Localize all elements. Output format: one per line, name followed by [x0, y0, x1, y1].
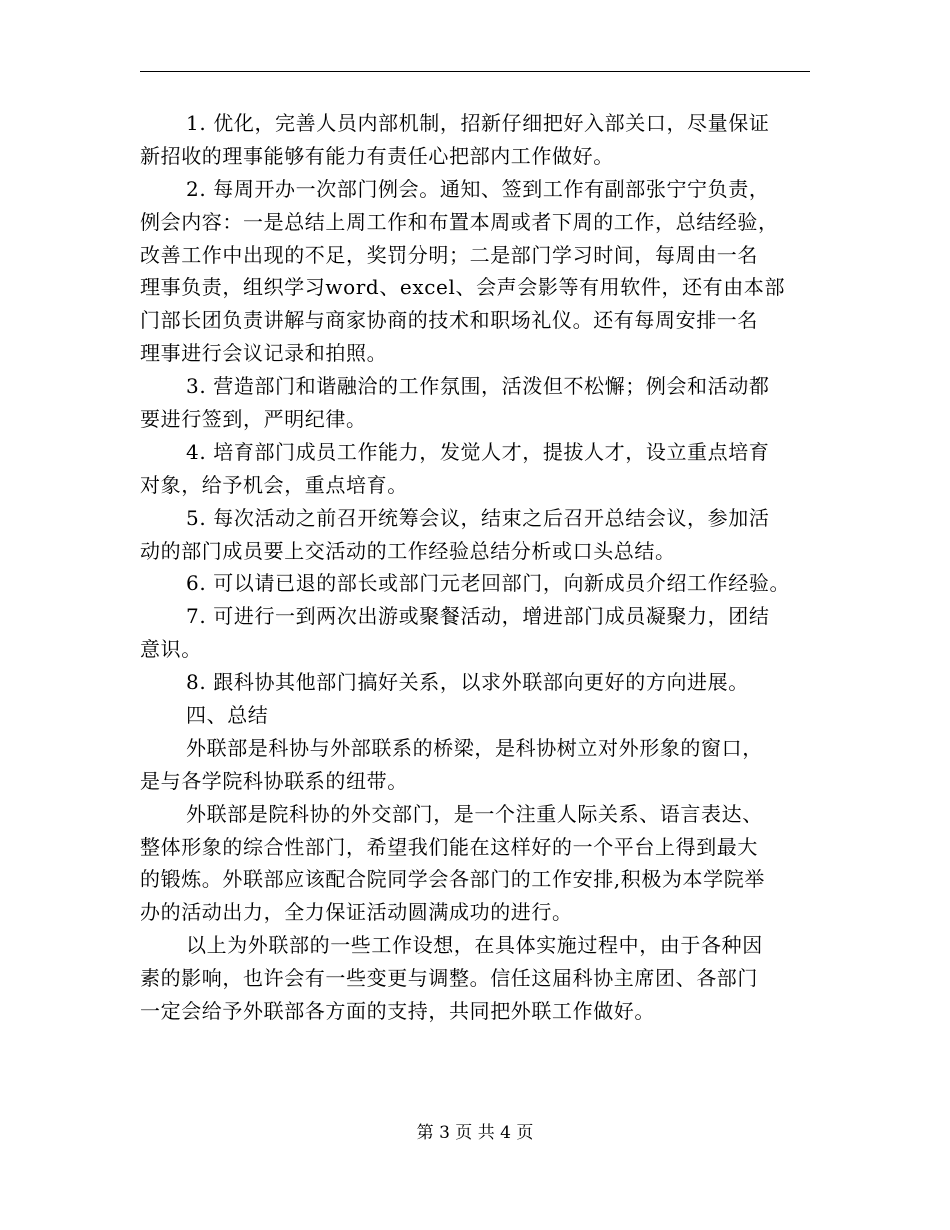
text-line: 办的活动出力，全力保证活动圆满成功的进行。 — [140, 900, 573, 925]
text-line: 4. 培育部门成员工作能力，发觉人才，提拔人才，设立重点培育 — [186, 439, 770, 464]
text-line: 是与各学院科协联系的纽带。 — [140, 768, 408, 793]
text-line: 要进行签到，严明纪律。 — [140, 407, 367, 432]
text-line: 以上为外联部的一些工作设想，在具体实施过程中，由于各种因 — [186, 933, 763, 958]
text-line: 2. 每周开办一次部门例会。通知、签到工作有副部张宁宁负责， — [186, 176, 770, 201]
document-body — [140, 107, 812, 1028]
text-line: 动的部门成员要上交活动的工作经验总结分析或口头总结。 — [140, 538, 676, 563]
text-line: 例会内容：一是总结上周工作和布置本周或者下周的工作，总结经验， — [140, 209, 779, 234]
text-line: 理事进行会议记录和拍照。 — [140, 341, 388, 366]
text-line: 理事负责，组织学习word、excel、会声会影等有用软件，还有由本部 — [140, 275, 786, 300]
text-line: 外联部是院科协的外交部门，是一个注重人际关系、语言表达、 — [186, 801, 763, 826]
text-line: 对象，给予机会，重点培育。 — [140, 472, 408, 497]
text-line: 整体形象的综合性部门，希望我们能在这样好的一个平台上得到最大 — [140, 834, 758, 859]
text-line: 6. 可以请已退的部长或部门元老回部门，向新成员介绍工作经验。 — [186, 571, 791, 596]
page-number-footer: 第 3 页 共 4 页 — [416, 1123, 534, 1143]
text-line: 外联部是科协与外部联系的桥梁，是科协树立对外形象的窗口， — [186, 735, 763, 760]
text-line: 3. 营造部门和谐融洽的工作氛围，活泼但不松懈；例会和活动都 — [186, 374, 770, 399]
text-line: 7. 可进行一到两次出游或聚餐活动，增进部门成员凝聚力，团结 — [186, 604, 770, 629]
header-rule — [140, 71, 810, 72]
text-line: 1. 优化，完善人员内部机制，招新仔细把好入部关口，尽量保证 — [186, 111, 770, 135]
text-line: 素的影响，也许会有一些变更与调整。信任这届科协主席团、各部门 — [140, 966, 758, 991]
text-line: 8. 跟科协其他部门搞好关系，以求外联部向更好的方向进展。 — [186, 670, 749, 695]
text-line: 门部长团负责讲解与商家协商的技术和职场礼仪。还有每周安排一名 — [140, 308, 758, 333]
text-line: 四、总结 — [186, 703, 269, 728]
text-line: 的锻炼。外联部应该配合院同学会各部门的工作安排,积极为本学院举 — [140, 867, 765, 892]
text-line: 5. 每次活动之前召开统筹会议，结束之后召开总结会议，参加活 — [186, 505, 770, 530]
text-line: 一定会给予外联部各方面的支持，共同把外联工作做好。 — [140, 999, 655, 1024]
text-line: 意识。 — [140, 637, 202, 662]
text-line: 改善工作中出现的不足，奖罚分明；二是部门学习时间，每周由一名 — [140, 242, 758, 267]
text-line: 新招收的理事能够有能力有责任心把部内工作做好。 — [140, 143, 614, 168]
